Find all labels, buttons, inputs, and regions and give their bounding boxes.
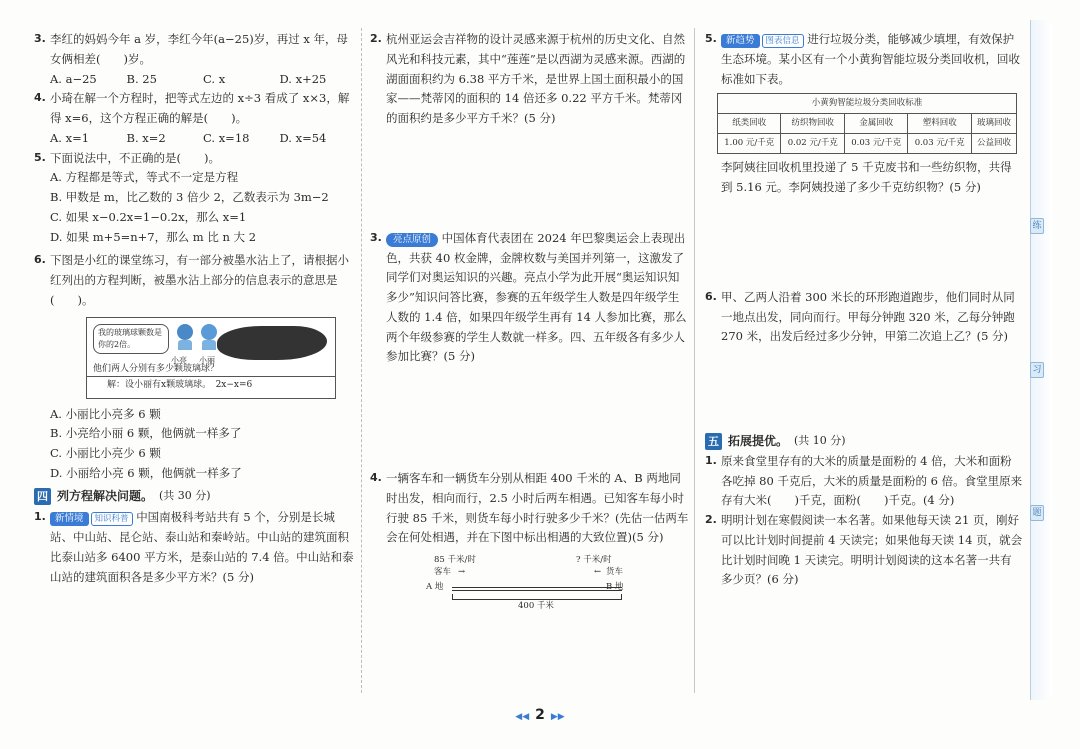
question-number: 1. (34, 510, 46, 524)
section-title: 列方程解决问题。 (57, 488, 154, 503)
ink-blot (217, 326, 327, 360)
option: C. 小丽比小亮少 6 颗 (50, 446, 161, 461)
option: D. 如果 m+5=n+7，那么 m 比 n 大 2 (50, 229, 257, 244)
kid-label: 小丽 (199, 355, 215, 365)
question-number: 3. (34, 32, 46, 45)
question-text: 甲、乙两人沿着 300 米长的环形跑道跑步，他们同时从同一地点出发，同向而行。甲每分钟跑 320 米，乙每分钟跑 270 米，出发后经过多少分钟，甲第二次追上乙？(5 分) (721, 289, 1015, 344)
option: B. 25 (126, 71, 157, 86)
side-tab: 题 (1030, 505, 1044, 521)
section5-question-1 (705, 452, 1023, 511)
option: A. 小丽比小亮多 6 颗 (50, 406, 161, 421)
column-right (705, 30, 1023, 590)
homework-illustration (86, 317, 336, 399)
question-3 (370, 229, 690, 367)
question-number: 5. (705, 32, 717, 45)
question-number: 4. (370, 471, 382, 485)
binding-margin (1030, 20, 1052, 700)
table-cell: 0.02 元/千克 (781, 134, 844, 154)
table-row (718, 134, 1017, 154)
table-header: 金属回收 (844, 114, 907, 134)
tag-badge: 新趋势 (721, 34, 760, 48)
table-cell: 1.00 元/千克 (718, 134, 781, 154)
question-6 (705, 288, 1023, 347)
question-text: 小琦在解一个方程时，把等式左边的 x÷3 看成了 x×3，解得 x=6，这个方程正确的解是( )。 (50, 91, 350, 126)
speed-label: ? 千米/时 (576, 555, 612, 566)
question-text: 下面说法中，不正确的是( )。 (50, 150, 220, 165)
option: B. 甲数是 m，比乙数的 3 倍少 2，乙数表示为 3m−2 (50, 190, 329, 205)
speech-bubble: 我的玻璃球颗数是你的2倍。 (93, 324, 169, 354)
option: C. 如果 x−0.2x=1−0.2x，那么 x=1 (50, 209, 247, 224)
table-header: 纸类回收 (718, 114, 781, 134)
speed-label: 85 千米/时 (434, 555, 476, 566)
table-cell: 0.03 元/千克 (844, 134, 907, 154)
question-text: 下图是小红的课堂练习，有一部分被墨水沾上了，请根据小红列出的方程判断，被墨水沾上部分的信息表示的意思是( )。 (50, 253, 349, 307)
question-text: 明明计划在寒假阅读一本名著。如果他每天读 21 页，刚好可以比计划时间提前 4 天读完；如果他每天读 14 页，就会比计划时间晚 1 天读完。明明计划阅读的这本名著一共有多少页？(6 分) (721, 513, 1023, 587)
next-page-icon[interactable]: ▶▶ (550, 712, 565, 722)
option: D. 小丽给小亮 6 颗，他俩就一样多了 (50, 466, 242, 481)
section-heading (34, 486, 356, 507)
recycle-table (717, 93, 1017, 154)
question-number: 4. (34, 91, 46, 105)
question-number: 3. (370, 230, 382, 244)
option: B. x=2 (126, 130, 166, 145)
column-left (34, 30, 356, 587)
options-row (34, 129, 356, 149)
question-number: 6. (705, 289, 717, 303)
road-line (452, 587, 622, 588)
section-heading (705, 431, 1023, 452)
column-divider (361, 28, 362, 693)
section5-question-2 (705, 511, 1023, 590)
option: A. 方程都是等式，等式不一定是方程 (50, 170, 239, 185)
option: B. 小亮给小丽 6 颗，他俩就一样多了 (50, 426, 242, 441)
question-text: 一辆客车和一辆货车分别从相距 400 千米的 A、B 两地同时出发，相向而行，2.5 小时后两车相遇。已知客车每小时行驶 85 千米，则货车每小时行驶多少千米？(先估一估两车会在何处相遇，并在下图中标出相遇的大致位置)(5 分) (386, 471, 689, 545)
option: D. x+25 (279, 71, 327, 86)
table-cell: 0.03 元/千克 (908, 134, 971, 154)
section-number: 四 (34, 488, 51, 505)
side-tab: 练 (1030, 218, 1044, 234)
tag-badge: 图表信息 (762, 34, 804, 48)
table-cell: 公益回收 (971, 134, 1016, 154)
question-5-continued (705, 158, 1023, 198)
question-4 (34, 89, 356, 129)
distance-label: 400 千米 (518, 601, 554, 612)
vehicle-label: 客车 (434, 567, 452, 578)
vehicle-label: 货车 (606, 567, 624, 578)
question-6 (34, 251, 356, 310)
section-score: (共 10 分) (794, 433, 846, 447)
section4-question-1 (34, 508, 356, 587)
option: A. a−25 (50, 71, 97, 86)
place-label: A 地 (426, 582, 444, 593)
question-4 (370, 469, 690, 548)
section-number: 五 (705, 433, 722, 450)
option: A. x=1 (50, 130, 90, 145)
girl-figure (199, 324, 219, 350)
side-tab: 习 (1030, 362, 1044, 378)
question-text: 李阿姨往回收机里投递了 5 千克废书和一些纺织物，共得到 5.16 元。李阿姨投递了多少千克纺织物？(5 分) (721, 160, 1012, 195)
illustration-solution: 解：设小丽有x颗玻璃球。 2x−x=6 (107, 379, 253, 390)
tag-badge: 亮点原创 (386, 233, 438, 247)
arrow-right-icon: → (458, 567, 466, 578)
tag-badge: 新情境 (50, 512, 89, 526)
question-number: 1. (705, 453, 717, 467)
question-text: 中国南极科考站共有 5 个，分别是长城站、中山站、昆仑站、泰山站和秦岭站。中山站的建筑面积比泰山站多 6400 平方米，是泰山站的 7.4 倍。中山站和泰山站的建筑面积各是多少平方米？(5 分) (50, 510, 354, 584)
place-label: B 地 (606, 582, 624, 593)
question-2 (370, 30, 690, 129)
route-diagram (426, 554, 636, 610)
road-line (452, 590, 622, 591)
question-text: 杭州亚运会吉祥物的设计灵感来源于杭州的历史文化、自然风光和科技元素，其中“莲莲”是以西湖为灵感来源。西湖的湖面面积约为 6.38 平方千米，是世界上国土面积最小的国家——梵蒂冈的面积的 14 倍还多 0.22 平方千米。梵蒂冈的面积约是多少平方千米？(5 分) (386, 32, 686, 126)
section-score: (共 30 分) (159, 488, 211, 502)
illustration-question: 他们两人分别有多少颗玻璃球？ (93, 363, 220, 374)
question-number: 2. (370, 32, 382, 45)
table-header-row (718, 114, 1017, 134)
page-number: 2 (535, 707, 545, 723)
question-5 (34, 149, 356, 169)
table-caption: 小黄狗智能垃圾分类回收标准 (718, 94, 1017, 114)
question-number: 5. (34, 150, 46, 164)
section-title: 拓展提优。 (728, 434, 789, 449)
column-middle (370, 30, 690, 610)
column-divider (694, 28, 695, 693)
question-number: 2. (705, 513, 717, 527)
table-header: 玻璃回收 (971, 114, 1016, 134)
question-number: 6. (34, 253, 46, 267)
question-text: 原来食堂里存有的大米的质量是面粉的 4 倍，大米和面粉各吃掉 80 千克后，大米的质量是面粉的 6 倍。食堂里原来存有大米( )千克，面粉( )千克。(4 分) (721, 453, 1023, 508)
question-text: 进行垃圾分类，能够减少填埋，有效保护生态环境。某小区有一个小黄狗智能垃圾分类回收机，回收标准如下表。 (721, 32, 1020, 86)
question-text: 中国体育代表团在 2024 年巴黎奥运会上表现出色，共获 40 枚金牌，金牌枚数与美国并列第一，这激发了同学们对奥运知识的兴趣。亮点小学为此开展“奥运知识知多少”知识问答比赛，参赛的五年级学生人数是四年级学生人数的 1.4 倍，如果四年级学生再有 14 人参加比赛，那么两个年级参赛的学生人数就一样多。四、五年级各有多少人参加比赛？(5 分) (386, 230, 687, 364)
table-header: 塑料回收 (908, 114, 971, 134)
boy-figure (175, 324, 195, 350)
divider-line (87, 376, 335, 377)
prev-page-icon[interactable]: ◀◀ (515, 712, 530, 722)
options-row (34, 70, 356, 90)
page-footer (490, 703, 590, 727)
question-3 (34, 30, 356, 70)
option: C. x=18 (203, 130, 250, 145)
option: C. x (203, 71, 226, 86)
option: D. x=54 (279, 130, 327, 145)
question-text: 李红的妈妈今年 a 岁，李红今年(a−25)岁，再过 x 年，母女俩相差( )岁。 (50, 32, 349, 66)
tag-badge: 知识科普 (91, 512, 133, 526)
table-header: 纺织物回收 (781, 114, 844, 134)
arrow-left-icon: ← (594, 567, 602, 578)
kid-label: 小亮 (171, 355, 187, 365)
question-5 (705, 30, 1023, 89)
